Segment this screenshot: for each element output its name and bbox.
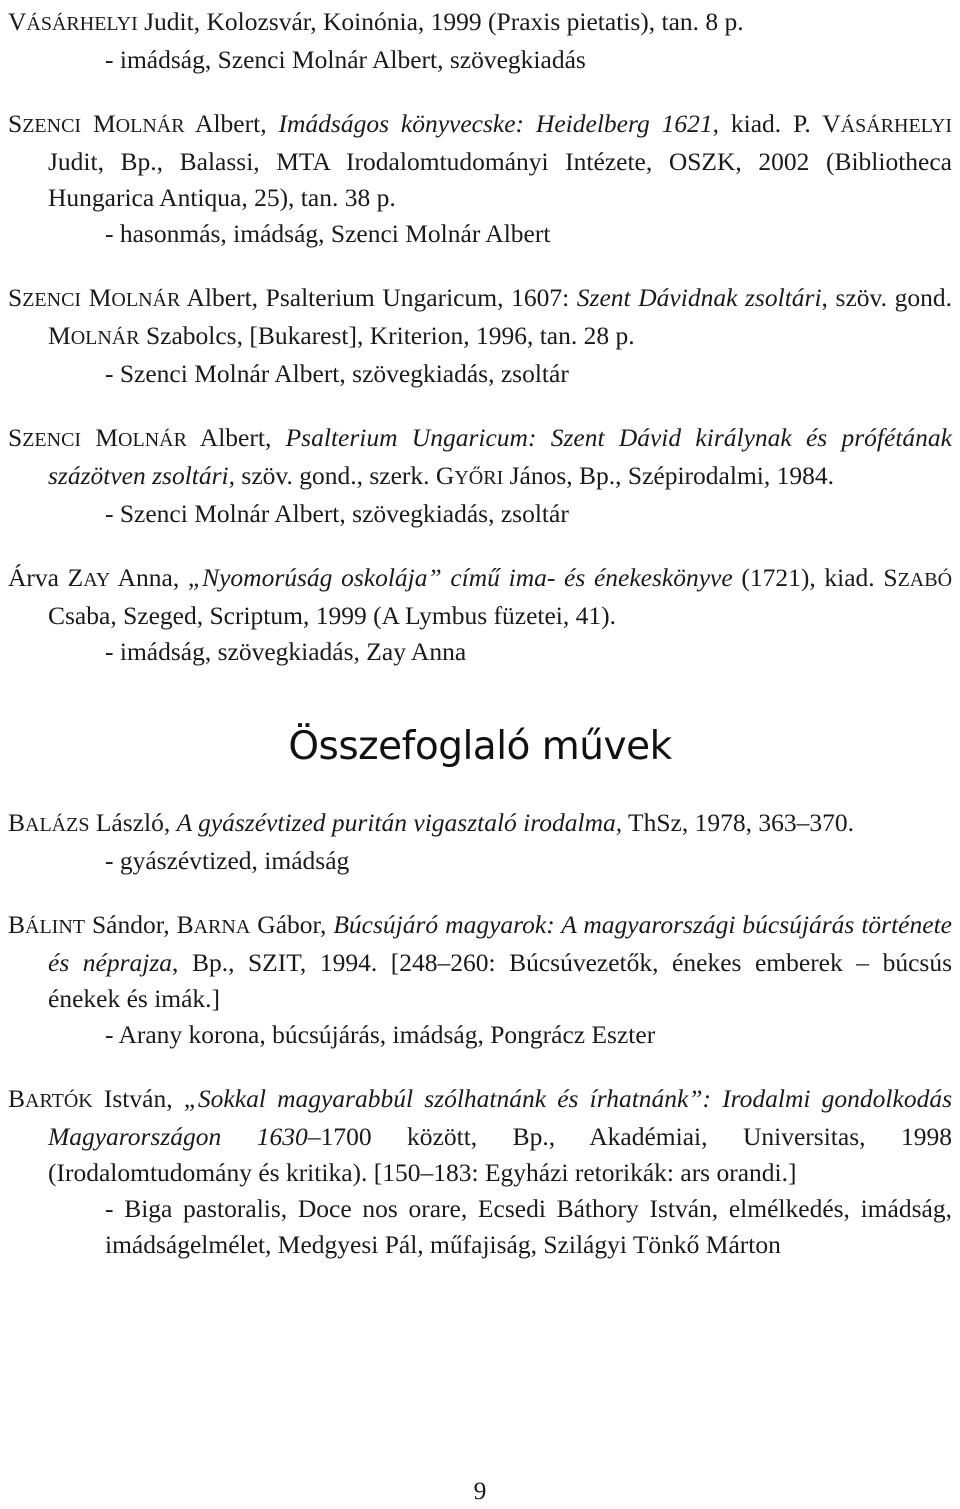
entry-text: , Bp., SZIT, 1994. [248–260: Búcsúvezetők, énekes emberek – búcsús énekek és imák.]	[48, 948, 952, 1013]
entry-text: –1700 között, Bp., Akadémiai, Universitas, 1998 (Irodalomtudomány és kritika). [150–183: Egyházi retorikák: ars orandi.]	[48, 1122, 953, 1187]
entry-text: , kiad. P.	[712, 109, 823, 138]
entry-text: János, Bp., Szépirodalmi, 1984.	[503, 461, 834, 490]
entry-keywords: - imádság, szövegkiadás, Zay Anna	[105, 637, 467, 666]
entry-keywords: - Biga pastoralis, Doce nos orare, Ecsedi Báthory István, elmélkedés, imádság, imádságelmélet, Medgyesi Pál, műfajiság, Szilágyi Tönkő Márton	[105, 1194, 952, 1259]
author-surname-smallcaps: ZENCI	[22, 115, 82, 137]
entry-title: Szent Dávidnak zsoltári	[576, 283, 822, 312]
bibliography-entry	[8, 4, 952, 78]
author-surname-smallcaps: ZENCI	[22, 429, 82, 451]
entry-text: szöv. gond., szerk.	[235, 461, 436, 490]
author-surname-smallcaps: OLNÁR	[118, 429, 187, 451]
entry-text: Szabolcs, [Bukarest], Kriterion, 1996, tan. 28 p.	[139, 321, 635, 350]
bibliography-entry	[8, 907, 952, 1053]
author-surname-initial: V	[822, 109, 841, 138]
entry-text: Sándor,	[85, 910, 177, 939]
author-surname-smallcaps: ZABÓ	[897, 569, 953, 591]
entry-text	[81, 423, 95, 452]
entry-keywords: - imádság, Szenci Molnár Albert, szövegkiadás	[105, 45, 586, 74]
author-surname-initial: S	[8, 283, 23, 312]
bibliography-entry	[8, 420, 952, 532]
entry-title: Psalterium Ungaricum: Szent Dávid királynak és prófétának százötven zsoltári,	[48, 423, 952, 490]
entry-reference	[8, 560, 952, 634]
entry-title: „Nyomorúság oskolája” című ima- és énekeskönyve	[187, 563, 733, 592]
author-surname-initial: S	[8, 109, 23, 138]
entry-reference	[8, 106, 952, 216]
entry-text	[81, 109, 93, 138]
entry-text	[81, 283, 89, 312]
entry-text: ThSz, 1978, 363–370.	[622, 808, 854, 837]
entry-keywords: - hasonmás, imádság, Szenci Molnár Albert	[105, 219, 551, 248]
author-surname-smallcaps: ÁLINT	[25, 916, 85, 938]
entry-title: Búcsújáró magyarok: A magyarországi búcsújárás története és néprajza	[48, 910, 952, 977]
bibliography-entry	[8, 106, 952, 252]
entry-reference	[8, 907, 952, 1017]
entry-keywords: - Arany korona, búcsújárás, imádság, Pongrácz Eszter	[105, 1020, 656, 1049]
entry-text: Árva	[8, 563, 68, 592]
entry-text: László,	[89, 808, 177, 837]
entry-text: István,	[92, 1084, 184, 1113]
entry-text: Csaba, Szeged, Scriptum, 1999 (A Lymbus füzetei, 41).	[48, 601, 616, 630]
author-surname-initial: Z	[67, 563, 84, 592]
author-surname-initial: M	[92, 109, 116, 138]
author-surname-smallcaps: ÁSÁRHELYI	[26, 13, 138, 35]
entry-keywords: - Szenci Molnár Albert, szövegkiadás, zsoltár	[105, 359, 569, 388]
entry-keywords: - gyászévtized, imádság	[105, 846, 350, 875]
author-surname-initial: M	[48, 321, 71, 350]
author-surname-initial: M	[88, 283, 112, 312]
author-surname-smallcaps: OLNÁR	[70, 327, 140, 349]
author-surname-smallcaps: ALÁZS	[25, 814, 90, 836]
author-surname-initial: B	[8, 910, 26, 939]
author-surname-initial: B	[8, 1084, 26, 1113]
author-surname-initial: S	[883, 563, 898, 592]
entry-reference	[8, 1081, 952, 1191]
author-surname-smallcaps: ÁSÁRHELYI	[840, 115, 952, 137]
bibliography-entry	[8, 1081, 952, 1263]
entry-title: Imádságos könyvecske: Heidelberg 1621	[278, 109, 713, 138]
author-surname-smallcaps: ARTÓK	[25, 1090, 93, 1112]
entry-reference	[8, 4, 952, 42]
author-surname-smallcaps: ARNA	[193, 916, 251, 938]
entry-reference	[8, 280, 952, 356]
entry-text: Judit, Bp., Balassi, MTA Irodalomtudományi Intézete, OSZK, 2002 (Bibliotheca Hungarica Antiqua, 25), tan. 38 p.	[48, 147, 952, 212]
bibliography-list-summary-works	[8, 805, 952, 1263]
entry-text: Anna,	[110, 563, 188, 592]
entry-text: Gábor,	[250, 910, 334, 939]
author-surname-initial: B	[8, 808, 26, 837]
entry-text: Albert,	[184, 109, 279, 138]
entry-text: (1721), kiad.	[732, 563, 884, 592]
bibliography-entry	[8, 560, 952, 670]
entry-reference	[8, 420, 952, 496]
author-surname-smallcaps: ZENCI	[22, 289, 82, 311]
bibliography-entry	[8, 805, 952, 879]
section-heading: Összefoglaló művek	[288, 724, 672, 769]
author-surname-initial: S	[8, 423, 23, 452]
entry-text: , szöv. gond.	[821, 283, 953, 312]
page-number: 9	[473, 1476, 487, 1505]
bibliography-entry	[8, 280, 952, 392]
author-surname-smallcaps: AY	[83, 569, 111, 591]
author-surname-initial: B	[176, 910, 194, 939]
entry-title: A gyászévtized puritán vigasztaló irodalma,	[176, 808, 623, 837]
entry-reference	[8, 805, 952, 843]
entry-text: Albert,	[186, 423, 286, 452]
author-surname-initial: G	[435, 461, 455, 490]
entry-keywords: - Szenci Molnár Albert, szövegkiadás, zsoltár	[105, 499, 569, 528]
entry-text: Albert, Psalterium Ungaricum, 1607:	[180, 283, 577, 312]
author-surname-initial: V	[8, 7, 27, 36]
entry-text: Judit, Kolozsvár, Koinónia, 1999 (Praxis pietatis), tan. 8 p.	[137, 7, 744, 36]
author-surname-smallcaps: OLNÁR	[115, 115, 185, 137]
entry-title: „Sokkal magyarabbúl szólhatnánk és írhatnánk”: Irodalmi gondolkodás Magyarországon 1630	[48, 1084, 952, 1151]
author-surname-smallcaps: YŐRI	[454, 467, 504, 489]
bibliography-list-top	[8, 4, 952, 670]
author-surname-smallcaps: OLNÁR	[111, 289, 181, 311]
author-surname-initial: M	[95, 423, 119, 452]
